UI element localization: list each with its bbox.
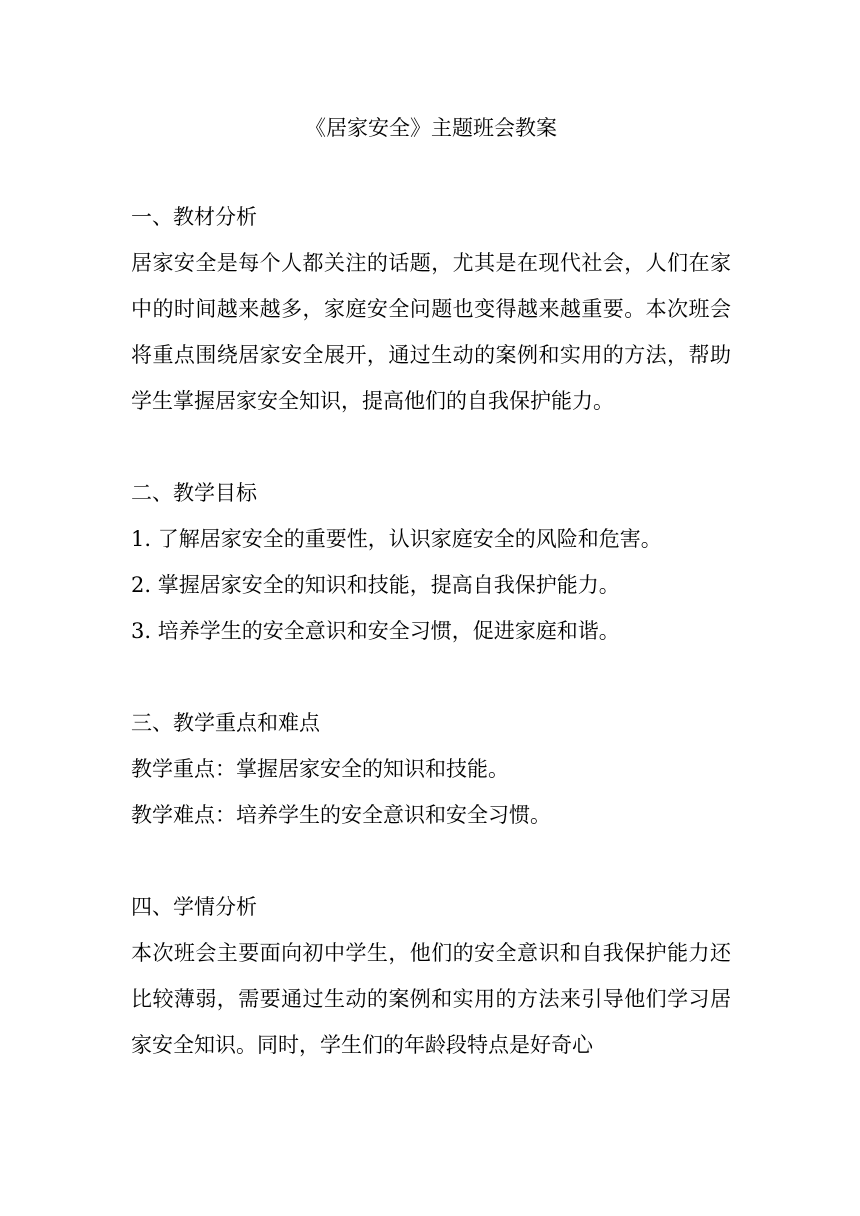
list-item: 3. 培养学生的安全意识和安全习惯，促进家庭和谐。 (131, 619, 620, 643)
section-heading: 二、教学目标 (131, 481, 257, 505)
section-paragraph: 居家安全是每个人都关注的话题，尤其是在现代社会，人们在家中的时间越来越多，家庭安全问题也变得越来越重要。本次班会将重点围绕居家安全展开，通过生动的案例和实用的方法，帮助学生掌握居家安全知识，提高他们的自我保护能力。 (131, 251, 731, 413)
document-content (131, 112, 731, 1068)
list-item: 2. 掌握居家安全的知识和技能，提高自我保护能力。 (131, 573, 620, 597)
section-paragraph: 本次班会主要面向初中学生，他们的安全意识和自我保护能力还比较薄弱，需要通过生动的案例和实用的方法来引导他们学习居家安全知识。同时，学生们的年龄段特点是好奇心 (131, 941, 731, 1057)
list-item: 1. 了解居家安全的重要性，认识家庭安全的风险和危害。 (131, 527, 662, 551)
document-title: 《居家安全》主题班会教案 (305, 116, 557, 140)
section-student-analysis (131, 884, 731, 1068)
section-heading: 三、教学重点和难点 (131, 711, 320, 735)
section-heading: 四、学情分析 (131, 895, 257, 919)
section-key-points (131, 700, 731, 838)
list-item: 教学重点：掌握居家安全的知识和技能。 (131, 757, 509, 781)
section-heading: 一、教材分析 (131, 205, 257, 229)
list-item: 教学难点：培养学生的安全意识和安全习惯。 (131, 803, 551, 827)
section-teaching-objectives (131, 470, 731, 654)
section-textbook-analysis (131, 194, 731, 424)
